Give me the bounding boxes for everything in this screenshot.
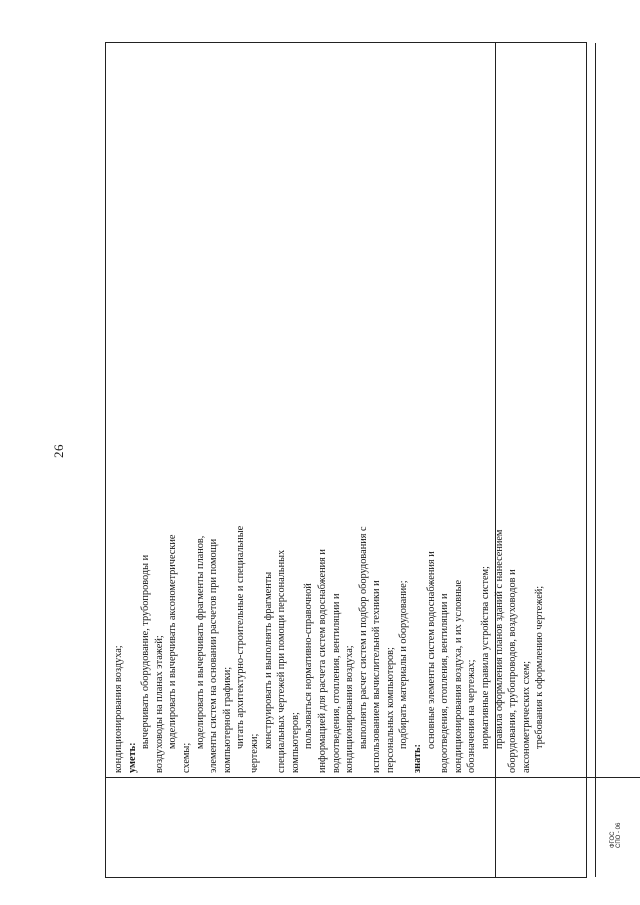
text-line: водоотведения, отопления, вентиляции и: [439, 593, 451, 773]
text-line: информацией для расчета систем водоснабжения и: [316, 549, 328, 773]
text-line: нормативные правила устройства систем;: [480, 566, 492, 749]
page-number: 26: [51, 444, 66, 458]
text-line: воздуховоды на планах этажей;: [153, 635, 165, 773]
table-cell-empty: [596, 395, 640, 777]
curriculum-table: [105, 42, 587, 878]
text-line: знать:: [412, 744, 424, 773]
text-line: правила оформления планов зданий с нанесением: [493, 529, 505, 749]
competence-text-cell: [106, 395, 549, 777]
text-line: подбирать материалы и оборудование;: [398, 580, 410, 749]
text-line: кондиционирования воздуха;: [344, 645, 356, 773]
table-cell-empty: [496, 395, 595, 777]
text-line: компьютеров;: [289, 712, 301, 773]
text-line: компьютерной графики;: [221, 666, 233, 773]
text-line: основные элементы систем водоснабжения и: [425, 551, 437, 749]
text-line: схемы;: [180, 742, 192, 773]
text-line: кондиционирования воздуха, и их условные: [452, 579, 464, 773]
text-line: элементы систем на основании расчетов при помощи: [208, 538, 220, 773]
text-line: требования к оформлению чертежей;: [534, 585, 546, 749]
text-line: аксонометрических схем;: [520, 661, 532, 773]
text-line: конструировать и выполнять фрагменты: [262, 571, 274, 749]
text-line: персональных компьютеров;: [384, 647, 396, 773]
text-line: оборудования, трубопроводов, воздуховодов и: [507, 569, 519, 773]
text-line: выполнять расчет систем и подбор оборудования с: [357, 526, 369, 749]
text-line: использованием вычислительной техники и: [371, 580, 383, 773]
table-row: [106, 43, 546, 877]
text-line: обозначения на чертежах;: [466, 659, 478, 773]
rotated-page: [51, 42, 587, 878]
text-line: кондиционирования воздуха;: [113, 645, 124, 773]
table-row: [496, 43, 596, 877]
footer-code: ФГОС СПО - 06: [610, 822, 622, 848]
text-line: специальных чертежей при помощи персональных: [276, 549, 288, 773]
text-line: пользоваться нормативно-справочной: [303, 583, 315, 749]
text-line: уметь:: [126, 742, 138, 773]
text-line: моделировать и вычерчивать фрагменты планов,: [194, 535, 206, 749]
text-line: водоотведения, отопления, вентиляции и: [330, 593, 342, 773]
table-cell-empty: [496, 777, 595, 877]
text-line: вычерчивать оборудование, трубопроводы и: [140, 554, 152, 749]
text-line: чертежи;: [248, 733, 260, 773]
table-row: [596, 43, 640, 877]
text-line: читать архитектурно-строительные и специальные: [235, 525, 247, 749]
table-cell-empty: [106, 777, 549, 877]
text-line: моделировать и вычерчивать аксонометрические: [167, 534, 179, 749]
